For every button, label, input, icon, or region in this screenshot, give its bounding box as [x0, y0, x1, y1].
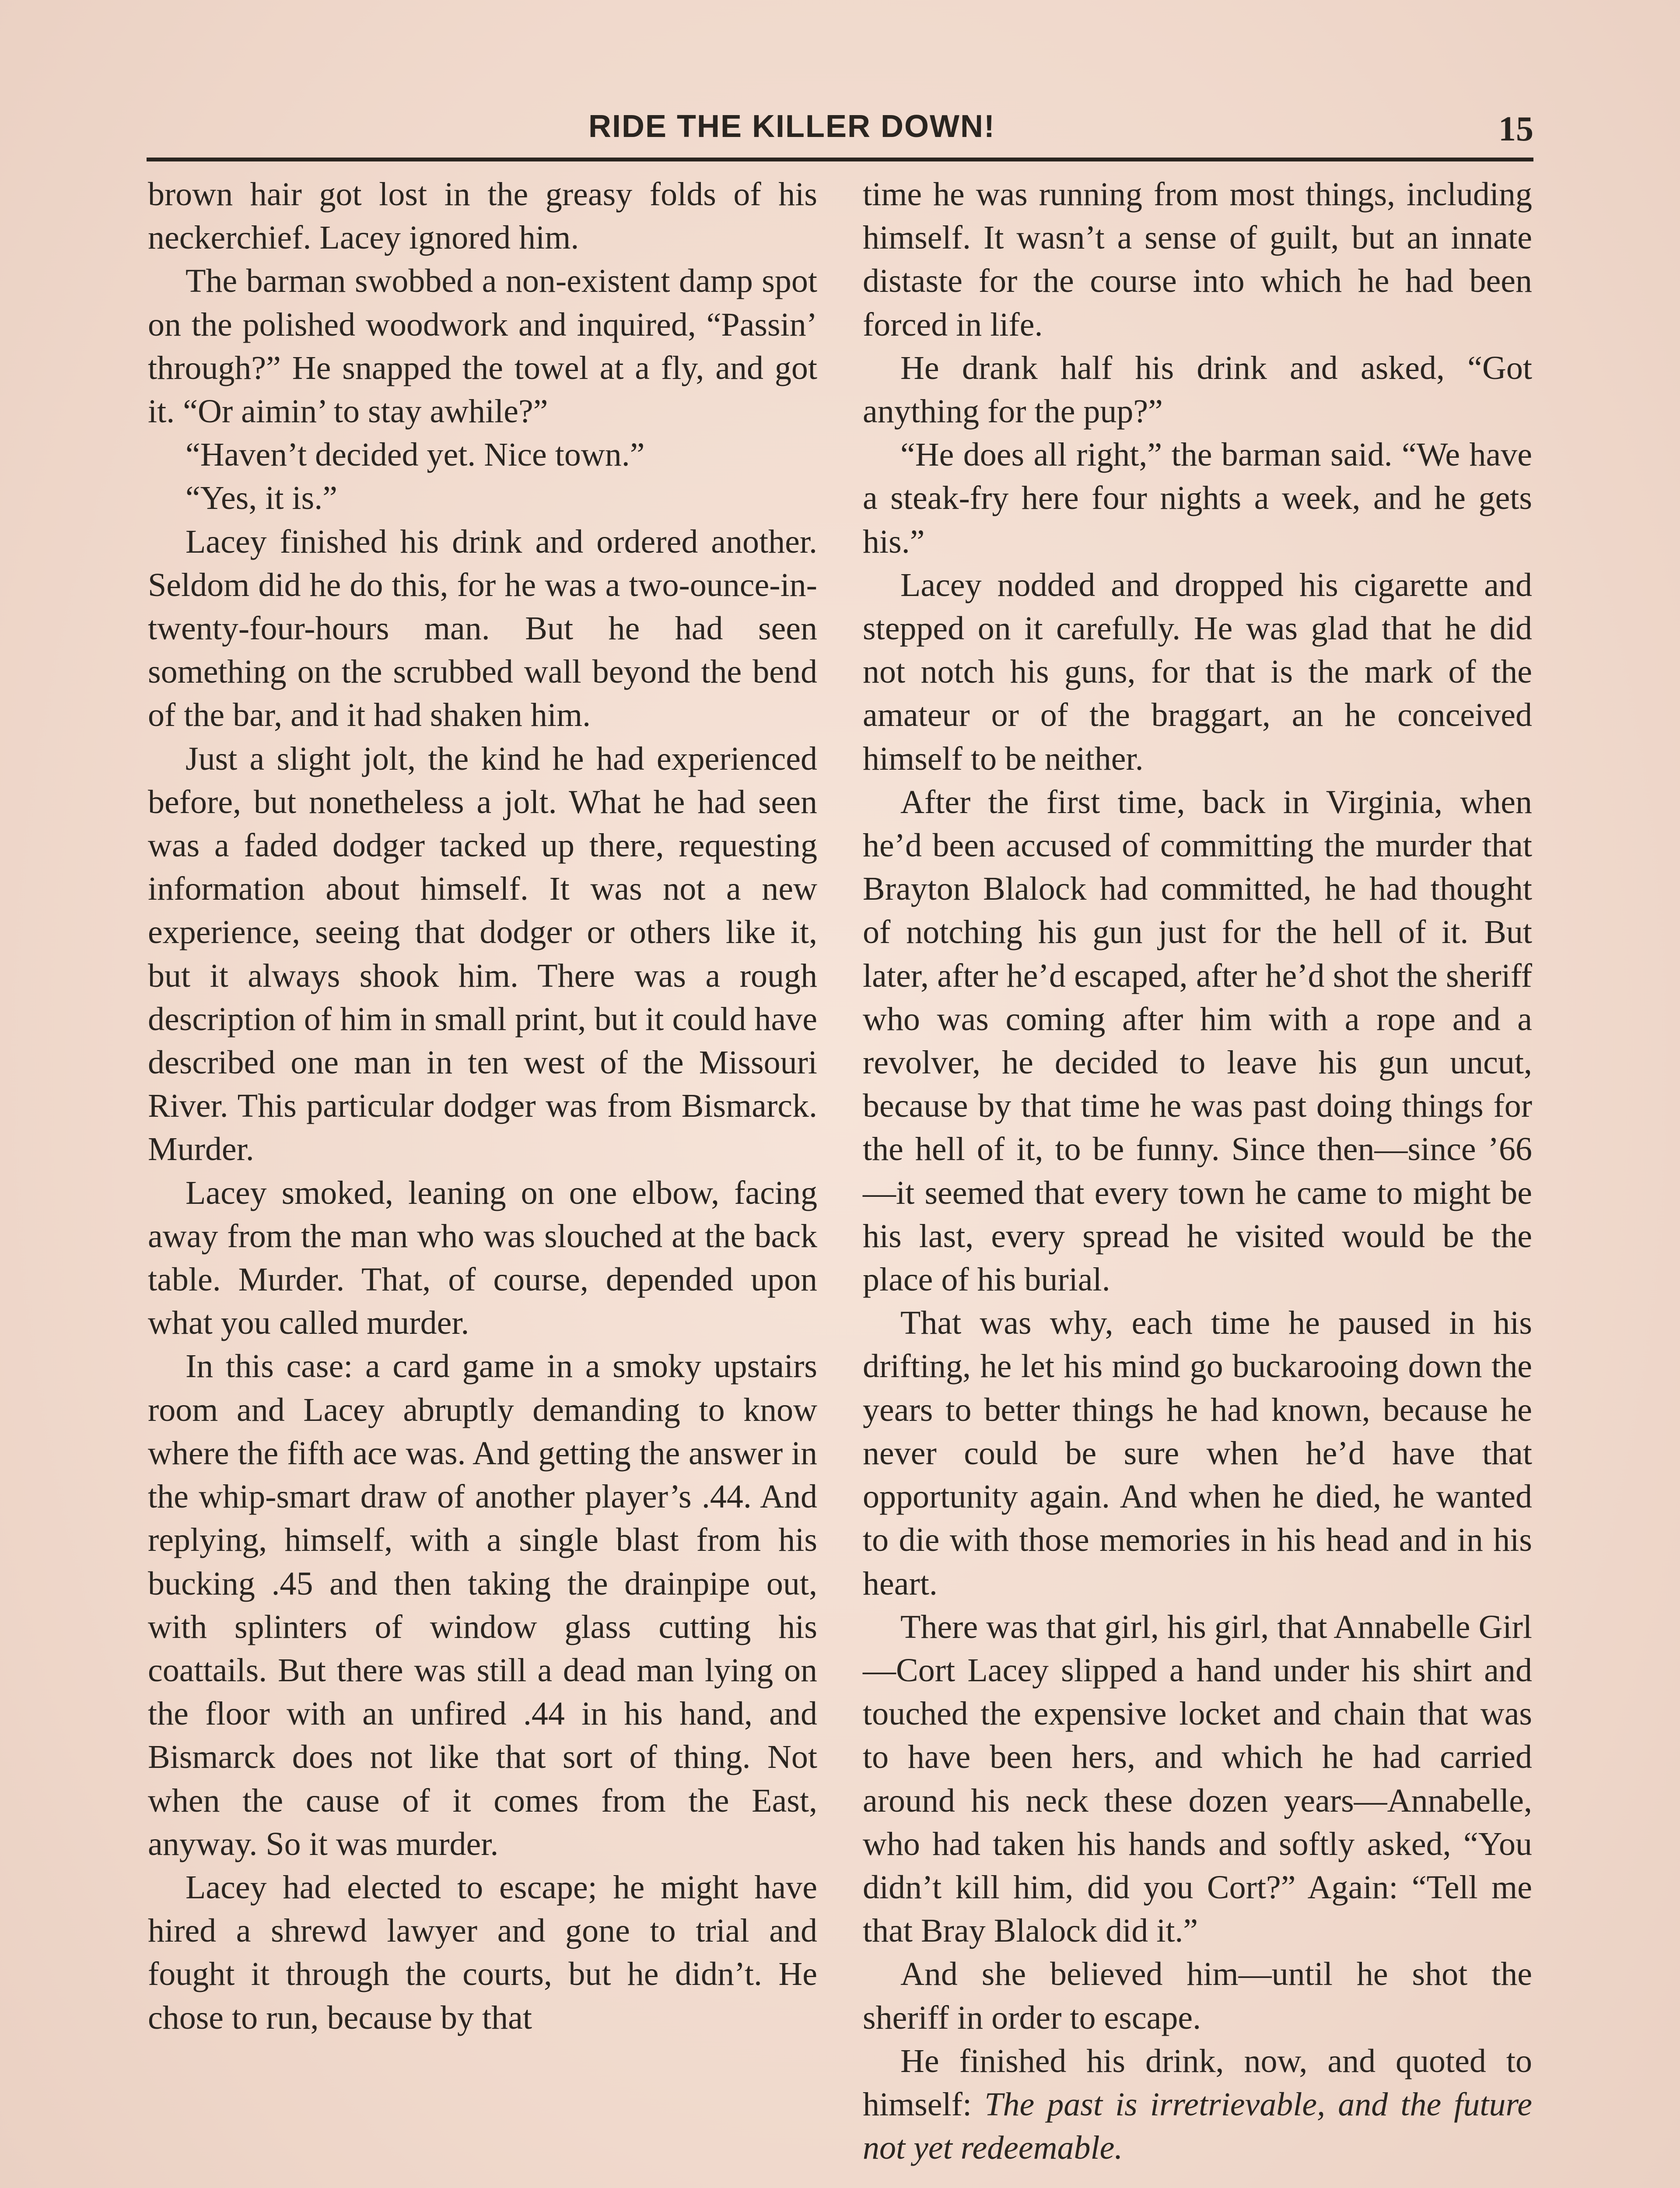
running-title: RIDE THE KILLER DOWN!: [588, 109, 995, 144]
final-paragraph-lead: He finished his drink, now, and quoted to himself:: [863, 2042, 1532, 2123]
paragraph: Lacey nodded and dropped his cigarette and stepped on it carefully. He was glad that he did not notch his guns, for that is the mark of the amateur or of the braggart, an he conceived himself to be neither.: [863, 566, 1532, 777]
paragraph: Lacey finished his drink and ordered another. Seldom did he do this, for he was a two-ounce-in-twenty-four-hours man. But he had seen something on the scrubbed wall beyond the bend of the bar, and it had shaken him.: [148, 523, 817, 734]
paragraph: Lacey smoked, leaning on one elbow, facing away from the man who was slouched at the back table. Murder. That, of course, depended upon what you called murder.: [148, 1174, 817, 1342]
left-column: [148, 173, 817, 2040]
page-header: [147, 105, 1533, 161]
paragraph: time he was running from most things, including himself. It wasn’t a sense of guilt, but an innate distaste for the course into which he had been forced in life.: [863, 176, 1532, 343]
paragraph: “He does all right,” the barman said. “We have a steak-fry here four nights a week, and he gets his.”: [863, 436, 1532, 560]
final-paragraph: [863, 2040, 1532, 2170]
italic-quote: The past is irretrievable, and the future not yet redeemable.: [863, 2086, 1533, 2167]
paragraph: There was that girl, his girl, that Annabelle Girl—Cort Lacey slipped a hand under his shirt and touched the expensive locket and chain that was to have been hers, and which he had carried around his neck these dozen years—Annabelle, who had taken his hands and softly asked, “You didn’t kill him, did you Cort?” Again: “Tell me that Bray Blalock did it.”: [863, 1608, 1532, 1950]
paragraph: “Haven’t decided yet. Nice town.”: [186, 436, 645, 473]
paragraph: Lacey had elected to escape; he might have hired a shrewd lawyer and gone to trial and fought it through the courts, but he didn’t. He chose to run, because by that: [148, 1869, 817, 2036]
paragraph: Just a slight jolt, the kind he had experienced before, but nonetheless a jolt. What he had seen was a faded dodger tacked up there, requesting information about himself. It was not a new experience, seeing that dodger or others like it, but it always shook him. There was a rough description of him in small print, but it could have described one man in ten west of the Missouri River. This particular dodger was from Bismarck. Murder.: [148, 740, 817, 1168]
paragraph: brown hair got lost in the greasy folds of his neckerchief. Lacey ignored him.: [148, 176, 817, 256]
paragraph: That was why, each time he paused in his drifting, he let his mind go buckarooing down the years to better things he had known, because he never could be sure when he’d have that opportunity again. And when he died, he wanted to die with those memories in his head and in his heart.: [863, 1304, 1532, 1602]
paragraph: In this case: a card game in a smoky upstairs room and Lacey abruptly demanding to know where the fifth ace was. And getting the answer in the whip-smart draw of another player’s .44. And replying, himself, with a single blast from his bucking .45 and then taking the drainpipe out, with splinters of window glass cutting his coattails. But there was still a dead man lying on the floor with an unfired .44 in his hand, and Bismarck does not like that sort of thing. Not when the cause of it comes from the East, anyway. So it was murder.: [148, 1348, 817, 1862]
right-column: [863, 173, 1532, 2170]
page-number: 15: [1498, 110, 1533, 148]
paragraph: He drank half his drink and asked, “Got anything for the pup?”: [863, 349, 1532, 430]
paragraph: And she believed him—until he shot the sheriff in order to escape.: [863, 1956, 1532, 2036]
paragraph: The barman swobbed a non-existent damp spot on the polished woodwork and inquired, “Passin’ through?” He snapped the towel at a fly, and got it. “Or aimin’ to stay awhile?”: [148, 263, 817, 430]
paragraph: “Yes, it is.”: [186, 480, 337, 517]
paragraph: After the first time, back in Virginia, when he’d been accused of committing the murder that Brayton Blalock had committed, he had thought of notching his gun just for the hell of it. But later, after he’d escaped, after he’d shot the sheriff who was coming after him with a rope and a revolver, he decided to leave his gun uncut, because by that time he was past doing things for the hell of it, to be funny. Since then—since ’66—it seemed that every town he came to might be his last, every spread he visited would be the place of his burial.: [863, 783, 1532, 1298]
